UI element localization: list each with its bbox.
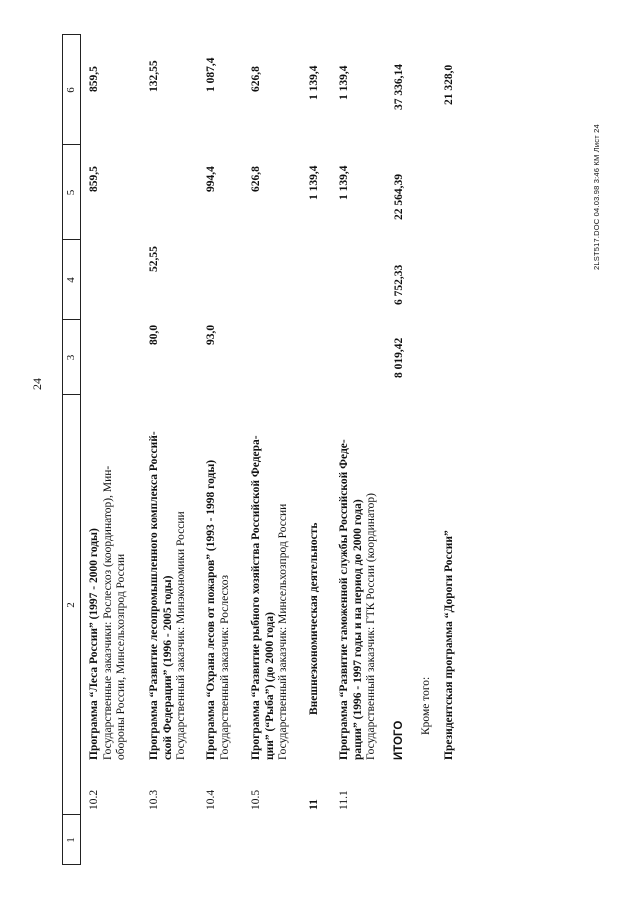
header-col-6: 6 <box>65 87 77 93</box>
section-title: Внешнеэкономическая деятельность <box>308 522 320 715</box>
page-number: 24 <box>30 378 44 390</box>
program-title: Программа “Развитие таможенной службы Российской Феде- <box>338 439 350 760</box>
header-col-1: 1 <box>65 837 77 843</box>
rotated-page: 24 1 2 3 4 5 6 10.2 Программа “Леса России” (1997 - 2000 годы) Государственные заказчики: Рослесхоз (координатор), Мин- обороны России, Минсельхозпрод России 859,5 859,5 10.3 Программа “Развитие лесопромышленного комплекса Россий- ской Федерации” (1996 - 2005 годы) Государственный заказчик: Минэкономики России 80,0 52,55 132,55 10.4 Программа “Охрана лесов от пожаров” (1993 - 1998 годы) Государственный заказчик: Рослесхоз 93,0 994,4 1 087,4 10.5 Программа “Развитие рыбного хозяйства Российской Федера- ции” (“Рыба”) (до 2000 года) Государственный заказчик: Минсельхозпрод России 626,8 626,8 11 Внешнеэкономическая деятельность 1 139,4 1 139,4 11.1 Программа “Развитие таможенной службы Российской Феде- рации” (1996 - 1997 годы и на период до 2000 года) Государственный заказчик: ГТК России (координатор) 1 139,4 1 139,4 ИТОГО 8 019,42 6 752,33 22 564,39 37 336,14 Кроме того: Президентская программа “Дороги России” 21 328,0 2LST517.DOC 04.03.98 3:46 КМ Лист 24 <box>0 0 640 900</box>
header-bottom-line <box>80 35 81 865</box>
header-col-4: 4 <box>65 277 77 283</box>
footer-doc-info: 2LST517.DOC 04.03.98 3:46 КМ Лист 24 <box>592 124 601 270</box>
header-col-3: 3 <box>65 354 77 361</box>
header-col-5: 5 <box>65 189 77 196</box>
header-col-2: 2 <box>65 602 77 608</box>
header-top-line <box>62 35 63 865</box>
program-title: Программа “Леса России” (1997 - 2000 годы) <box>88 528 100 760</box>
total-label: ИТОГО <box>393 720 405 760</box>
program-title: Программа “Развитие лесопромышленного комплекса Россий- <box>148 431 160 760</box>
presidential-label: Президентская программа “Дороги России” <box>443 530 455 760</box>
besides-label: Кроме того: <box>420 676 432 735</box>
program-title: Программа “Развитие рыбного хозяйства Российской Федера- <box>250 435 262 760</box>
program-title: Программа “Охрана лесов от пожаров” (1993 - 1998 годы) <box>205 459 217 760</box>
